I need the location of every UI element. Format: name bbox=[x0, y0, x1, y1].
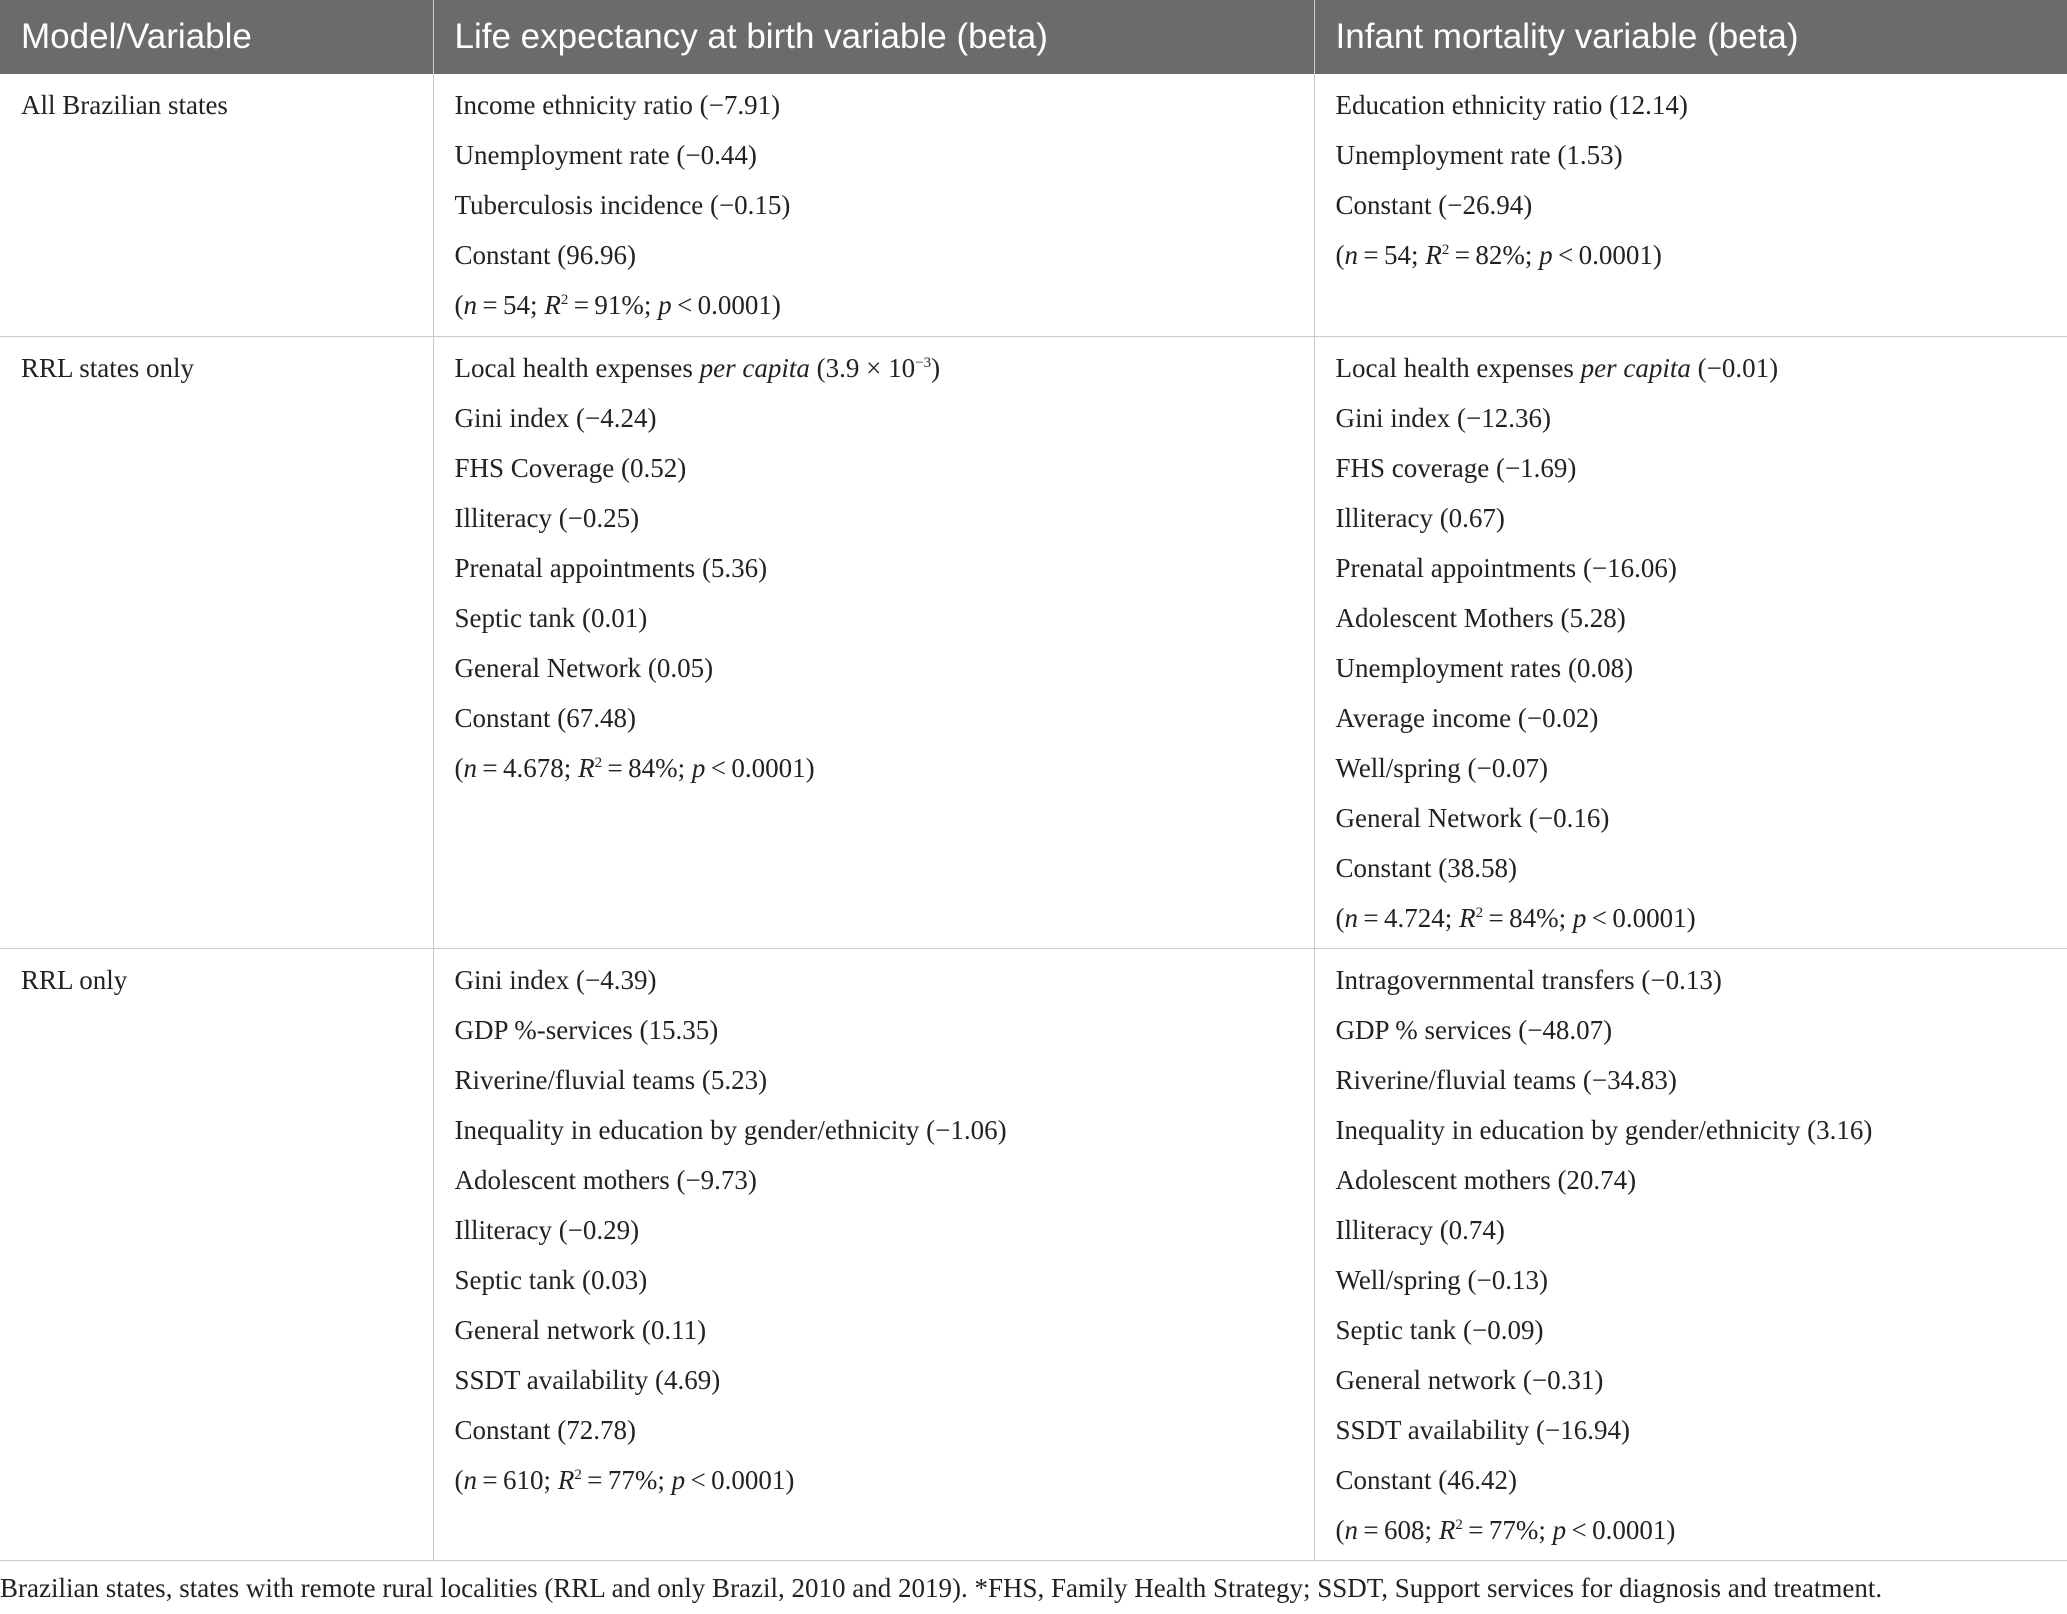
variable-line: General network (−0.31) bbox=[1335, 1365, 1604, 1395]
life-expectancy-cell bbox=[433, 74, 1314, 337]
model-name: RRL only bbox=[21, 965, 128, 995]
stat-n: 610 bbox=[503, 1465, 544, 1495]
stat-r2: 91% bbox=[594, 290, 644, 320]
variable-line: Local health expenses per capita $(3.9 \times 10^{-3})$ bbox=[454, 353, 941, 383]
stat-r2: 77% bbox=[1488, 1515, 1539, 1545]
table-row bbox=[0, 337, 2067, 949]
stat-p: 0.0001 bbox=[697, 290, 772, 320]
stat-r2: 84% bbox=[1509, 903, 1559, 933]
variable-line: Constant (−26.94) bbox=[1335, 190, 1533, 220]
model-name: All Brazilian states bbox=[21, 90, 228, 120]
life-expectancy-list bbox=[455, 955, 1314, 1455]
infant-mortality-cell bbox=[1314, 74, 2067, 337]
table-row bbox=[0, 949, 2067, 1561]
infant-mortality-list bbox=[1336, 393, 2067, 893]
variable-line: Septic tank (−0.09) bbox=[1335, 1315, 1544, 1345]
variable-line: Intragovernmental transfers (−0.13) bbox=[1335, 965, 1722, 995]
stat-n: 4.724 bbox=[1384, 903, 1445, 933]
stat-n: 608 bbox=[1384, 1515, 1425, 1545]
variable-line: Septic tank (0.03) bbox=[454, 1265, 648, 1295]
variable-line: Constant (38.58) bbox=[1335, 853, 1517, 883]
variable-line: Illiteracy (−0.29) bbox=[454, 1215, 640, 1245]
variable-line: Adolescent mothers (−9.73) bbox=[454, 1165, 757, 1195]
model-stats: (n = 54; $R^2 = 91\%$; p < 0.0001) bbox=[454, 290, 781, 320]
variable-line: Septic tank (0.01) bbox=[454, 603, 648, 633]
infant-mortality-cell bbox=[1314, 337, 2067, 949]
model-name: RRL states only bbox=[21, 353, 194, 383]
stat-n: 4.678 bbox=[503, 753, 564, 783]
variable-line: Well/spring (−0.13) bbox=[1335, 1265, 1549, 1295]
variable-line: Income ethnicity ratio (−7.91) bbox=[454, 90, 781, 120]
stat-p: 0.0001 bbox=[1578, 240, 1653, 270]
variable-line: Average income (−0.02) bbox=[1335, 703, 1599, 733]
model-cell bbox=[0, 74, 433, 337]
variable-line: Gini index (−12.36) bbox=[1335, 403, 1551, 433]
life-expectancy-cell bbox=[433, 337, 1314, 949]
variable-line: Tuberculosis incidence (−0.15) bbox=[454, 190, 791, 220]
variable-line: Constant (72.78) bbox=[454, 1415, 636, 1445]
variable-line: Illiteracy (0.67) bbox=[1335, 503, 1505, 533]
variable-line: Unemployment rate (−0.44) bbox=[454, 140, 757, 170]
variable-line: FHS coverage (−1.69) bbox=[1335, 453, 1577, 483]
variable-line: General Network (0.05) bbox=[454, 653, 714, 683]
variable-line: Prenatal appointments (5.36) bbox=[454, 553, 768, 583]
stat-r2: 84% bbox=[628, 753, 678, 783]
stat-p: 0.0001 bbox=[1612, 903, 1687, 933]
life-expectancy-list bbox=[455, 393, 1314, 743]
table-footnote: Brazilian states, states with remote rural localities (RRL and only Brazil, 2010 and 2019). *FHS, Family Health Strategy; SSDT, Support services for diagnosis and treatment. bbox=[0, 1573, 1883, 1603]
stat-n: 54 bbox=[503, 290, 531, 320]
variable-line: Adolescent Mothers (5.28) bbox=[1335, 603, 1626, 633]
variable-line: Illiteracy (0.74) bbox=[1335, 1215, 1505, 1245]
variable-line: General Network (−0.16) bbox=[1335, 803, 1610, 833]
stat-n: 54 bbox=[1384, 240, 1412, 270]
stat-r2: 82% bbox=[1475, 240, 1525, 270]
model-cell bbox=[0, 337, 433, 949]
variable-line: Inequality in education by gender/ethnicity (3.16) bbox=[1335, 1115, 1873, 1145]
model-cell bbox=[0, 949, 433, 1561]
variable-line: Local health expenses per capita (−0.01) bbox=[1335, 353, 1779, 383]
header-row bbox=[0, 0, 2067, 74]
stat-p: 0.0001 bbox=[711, 1465, 786, 1495]
variable-line: Gini index (−4.39) bbox=[454, 965, 657, 995]
infant-mortality-list bbox=[1336, 80, 2067, 230]
variable-line: Unemployment rates (0.08) bbox=[1335, 653, 1634, 683]
model-stats: (n = 4.678; $R^2 = 84\%$; p < 0.0001) bbox=[454, 753, 815, 783]
life-expectancy-cell bbox=[433, 949, 1314, 1561]
variable-line: Riverine/fluvial teams (5.23) bbox=[454, 1065, 768, 1095]
header-infant-mortality: Infant mortality variable (beta) bbox=[1314, 0, 2067, 74]
variable-line: Inequality in education by gender/ethnicity (−1.06) bbox=[454, 1115, 1007, 1145]
model-stats: (n = 608; $R^2 = 77\%$; p < 0.0001) bbox=[1335, 1515, 1676, 1545]
stat-p: 0.0001 bbox=[1592, 1515, 1667, 1545]
variable-line: Constant (46.42) bbox=[1335, 1465, 1517, 1495]
model-stats: (n = 54; $R^2 = 82\%$; p < 0.0001) bbox=[1335, 240, 1662, 270]
stat-r2: 77% bbox=[607, 1465, 658, 1495]
variable-line: Unemployment rate (1.53) bbox=[1335, 140, 1623, 170]
life-expectancy-list bbox=[455, 80, 1314, 280]
variable-line: Prenatal appointments (−16.06) bbox=[1335, 553, 1677, 583]
header-life-expectancy: Life expectancy at birth variable (beta) bbox=[433, 0, 1314, 74]
variable-line: GDP % services (−48.07) bbox=[1335, 1015, 1613, 1045]
model-stats: (n = 4.724; $R^2 = 84\%$; p < 0.0001) bbox=[1335, 903, 1696, 933]
infant-mortality-list bbox=[1336, 955, 2067, 1505]
variable-line: Riverine/fluvial teams (−34.83) bbox=[1335, 1065, 1677, 1095]
variable-line: Education ethnicity ratio (12.14) bbox=[1335, 90, 1688, 120]
variable-line: Adolescent mothers (20.74) bbox=[1335, 1165, 1637, 1195]
infant-mortality-cell bbox=[1314, 949, 2067, 1561]
variable-line: Gini index (−4.24) bbox=[454, 403, 657, 433]
stat-p: 0.0001 bbox=[731, 753, 806, 783]
variable-line: Constant (96.96) bbox=[454, 240, 636, 270]
model-stats: (n = 610; $R^2 = 77\%$; p < 0.0001) bbox=[454, 1465, 795, 1495]
variable-line: Illiteracy (−0.25) bbox=[454, 503, 640, 533]
variable-line: SSDT availability (4.69) bbox=[454, 1365, 721, 1395]
table-row bbox=[0, 74, 2067, 337]
variable-line: GDP %-services (15.35) bbox=[454, 1015, 719, 1045]
variable-line: Constant (67.48) bbox=[454, 703, 636, 733]
variable-line: General network (0.11) bbox=[454, 1315, 707, 1345]
variable-line: Well/spring (−0.07) bbox=[1335, 753, 1549, 783]
variable-line: FHS Coverage (0.52) bbox=[454, 453, 687, 483]
variable-line: SSDT availability (−16.94) bbox=[1335, 1415, 1630, 1445]
header-model-variable: Model/Variable bbox=[0, 0, 433, 74]
